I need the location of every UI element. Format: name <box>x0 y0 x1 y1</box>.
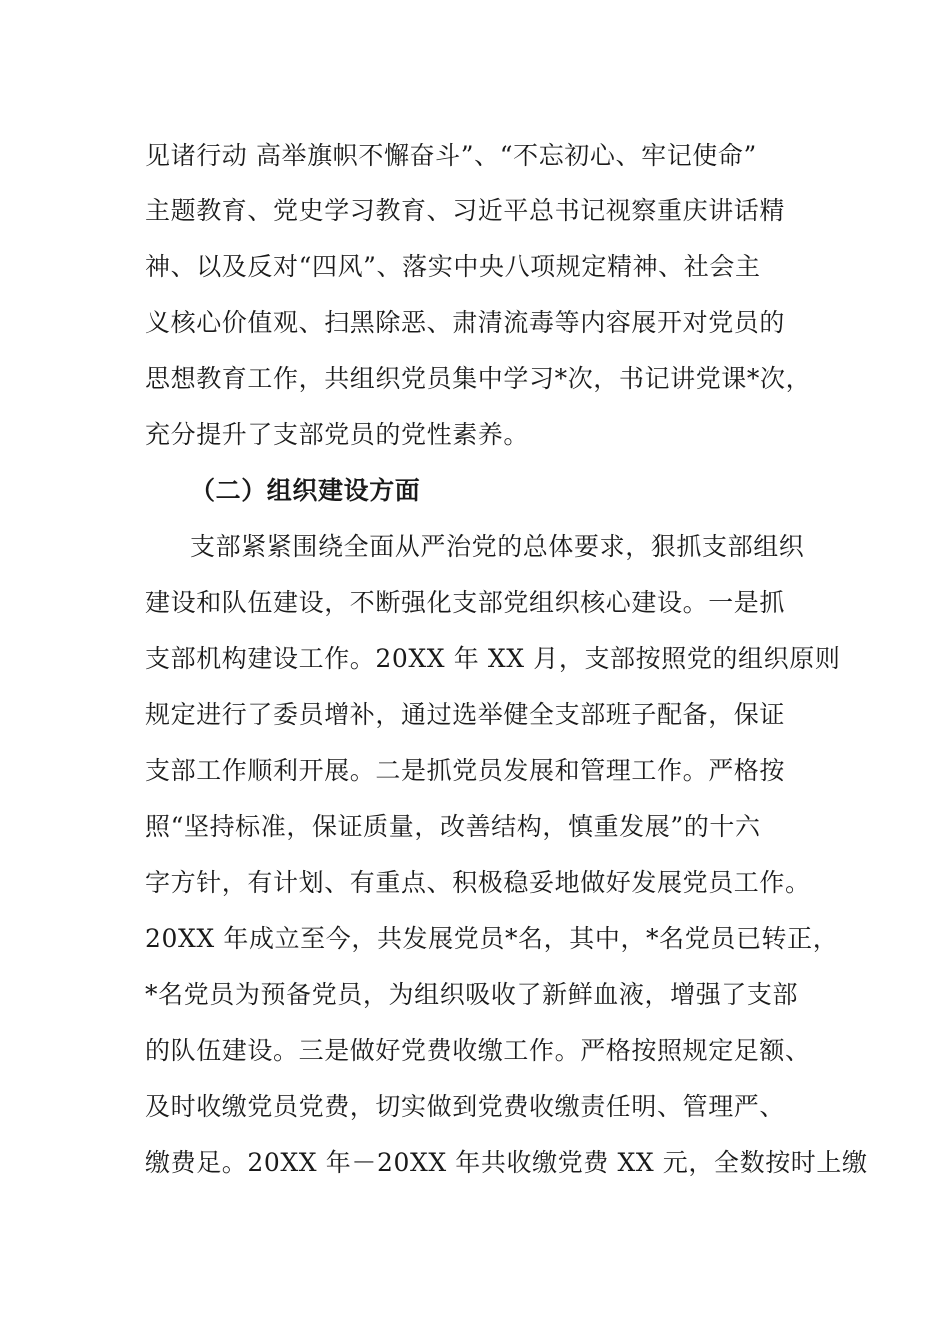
paragraph-line: 支部紧紧围绕全面从严治党的总体要求，狠抓支部组织 <box>190 532 805 561</box>
paragraph-line: 20XX 年成立至今，共发展党员*名，其中，*名党员已转正， <box>145 924 839 953</box>
paragraph-line: 见诸行动 高举旗帜不懈奋斗”、“不忘初心、牢记使命” <box>145 141 757 170</box>
paragraph-line: *名党员为预备党员，为组织吸收了新鲜血液，增强了支部 <box>145 980 799 1009</box>
paragraph-line: 支部工作顺利开展。二是抓党员发展和管理工作。严格按 <box>145 756 786 785</box>
paragraph-line: 的队伍建设。三是做好党费收缴工作。严格按照规定足额、 <box>145 1036 811 1065</box>
paragraph-line: 规定进行了委员增补，通过选举健全支部班子配备，保证 <box>145 700 786 729</box>
paragraph-line: 照“坚持标准，保证质量，改善结构，慎重发展”的十六 <box>145 812 761 841</box>
section-heading: （二）组织建设方面 <box>190 476 421 505</box>
paragraph-line: 思想教育工作，共组织党员集中学习*次，书记讲党课*次， <box>145 364 812 393</box>
paragraph-line: 充分提升了支部党员的党性素养。 <box>145 420 530 449</box>
paragraph-line: 支部机构建设工作。20XX 年 XX 月，支部按照党的组织原则 <box>145 644 841 673</box>
paragraph-line: 建设和队伍建设，不断强化支部党组织核心建设。一是抓 <box>145 588 786 617</box>
paragraph-line: 神、以及反对“四风”、落实中央八项规定精神、社会主 <box>145 252 761 281</box>
paragraph-line: 主题教育、党史学习教育、习近平总书记视察重庆讲话精 <box>145 196 786 225</box>
paragraph-line: 义核心价值观、扫黑除恶、肃清流毒等内容展开对党员的 <box>145 308 786 337</box>
paragraph-line: 缴费足。20XX 年－20XX 年共收缴党费 XX 元，全数按时上缴 <box>145 1148 868 1177</box>
paragraph-line: 及时收缴党员党费，切实做到党费收缴责任明、管理严、 <box>145 1092 786 1121</box>
paragraph-line: 字方针，有计划、有重点、积极稳妥地做好发展党员工作。 <box>145 868 811 897</box>
